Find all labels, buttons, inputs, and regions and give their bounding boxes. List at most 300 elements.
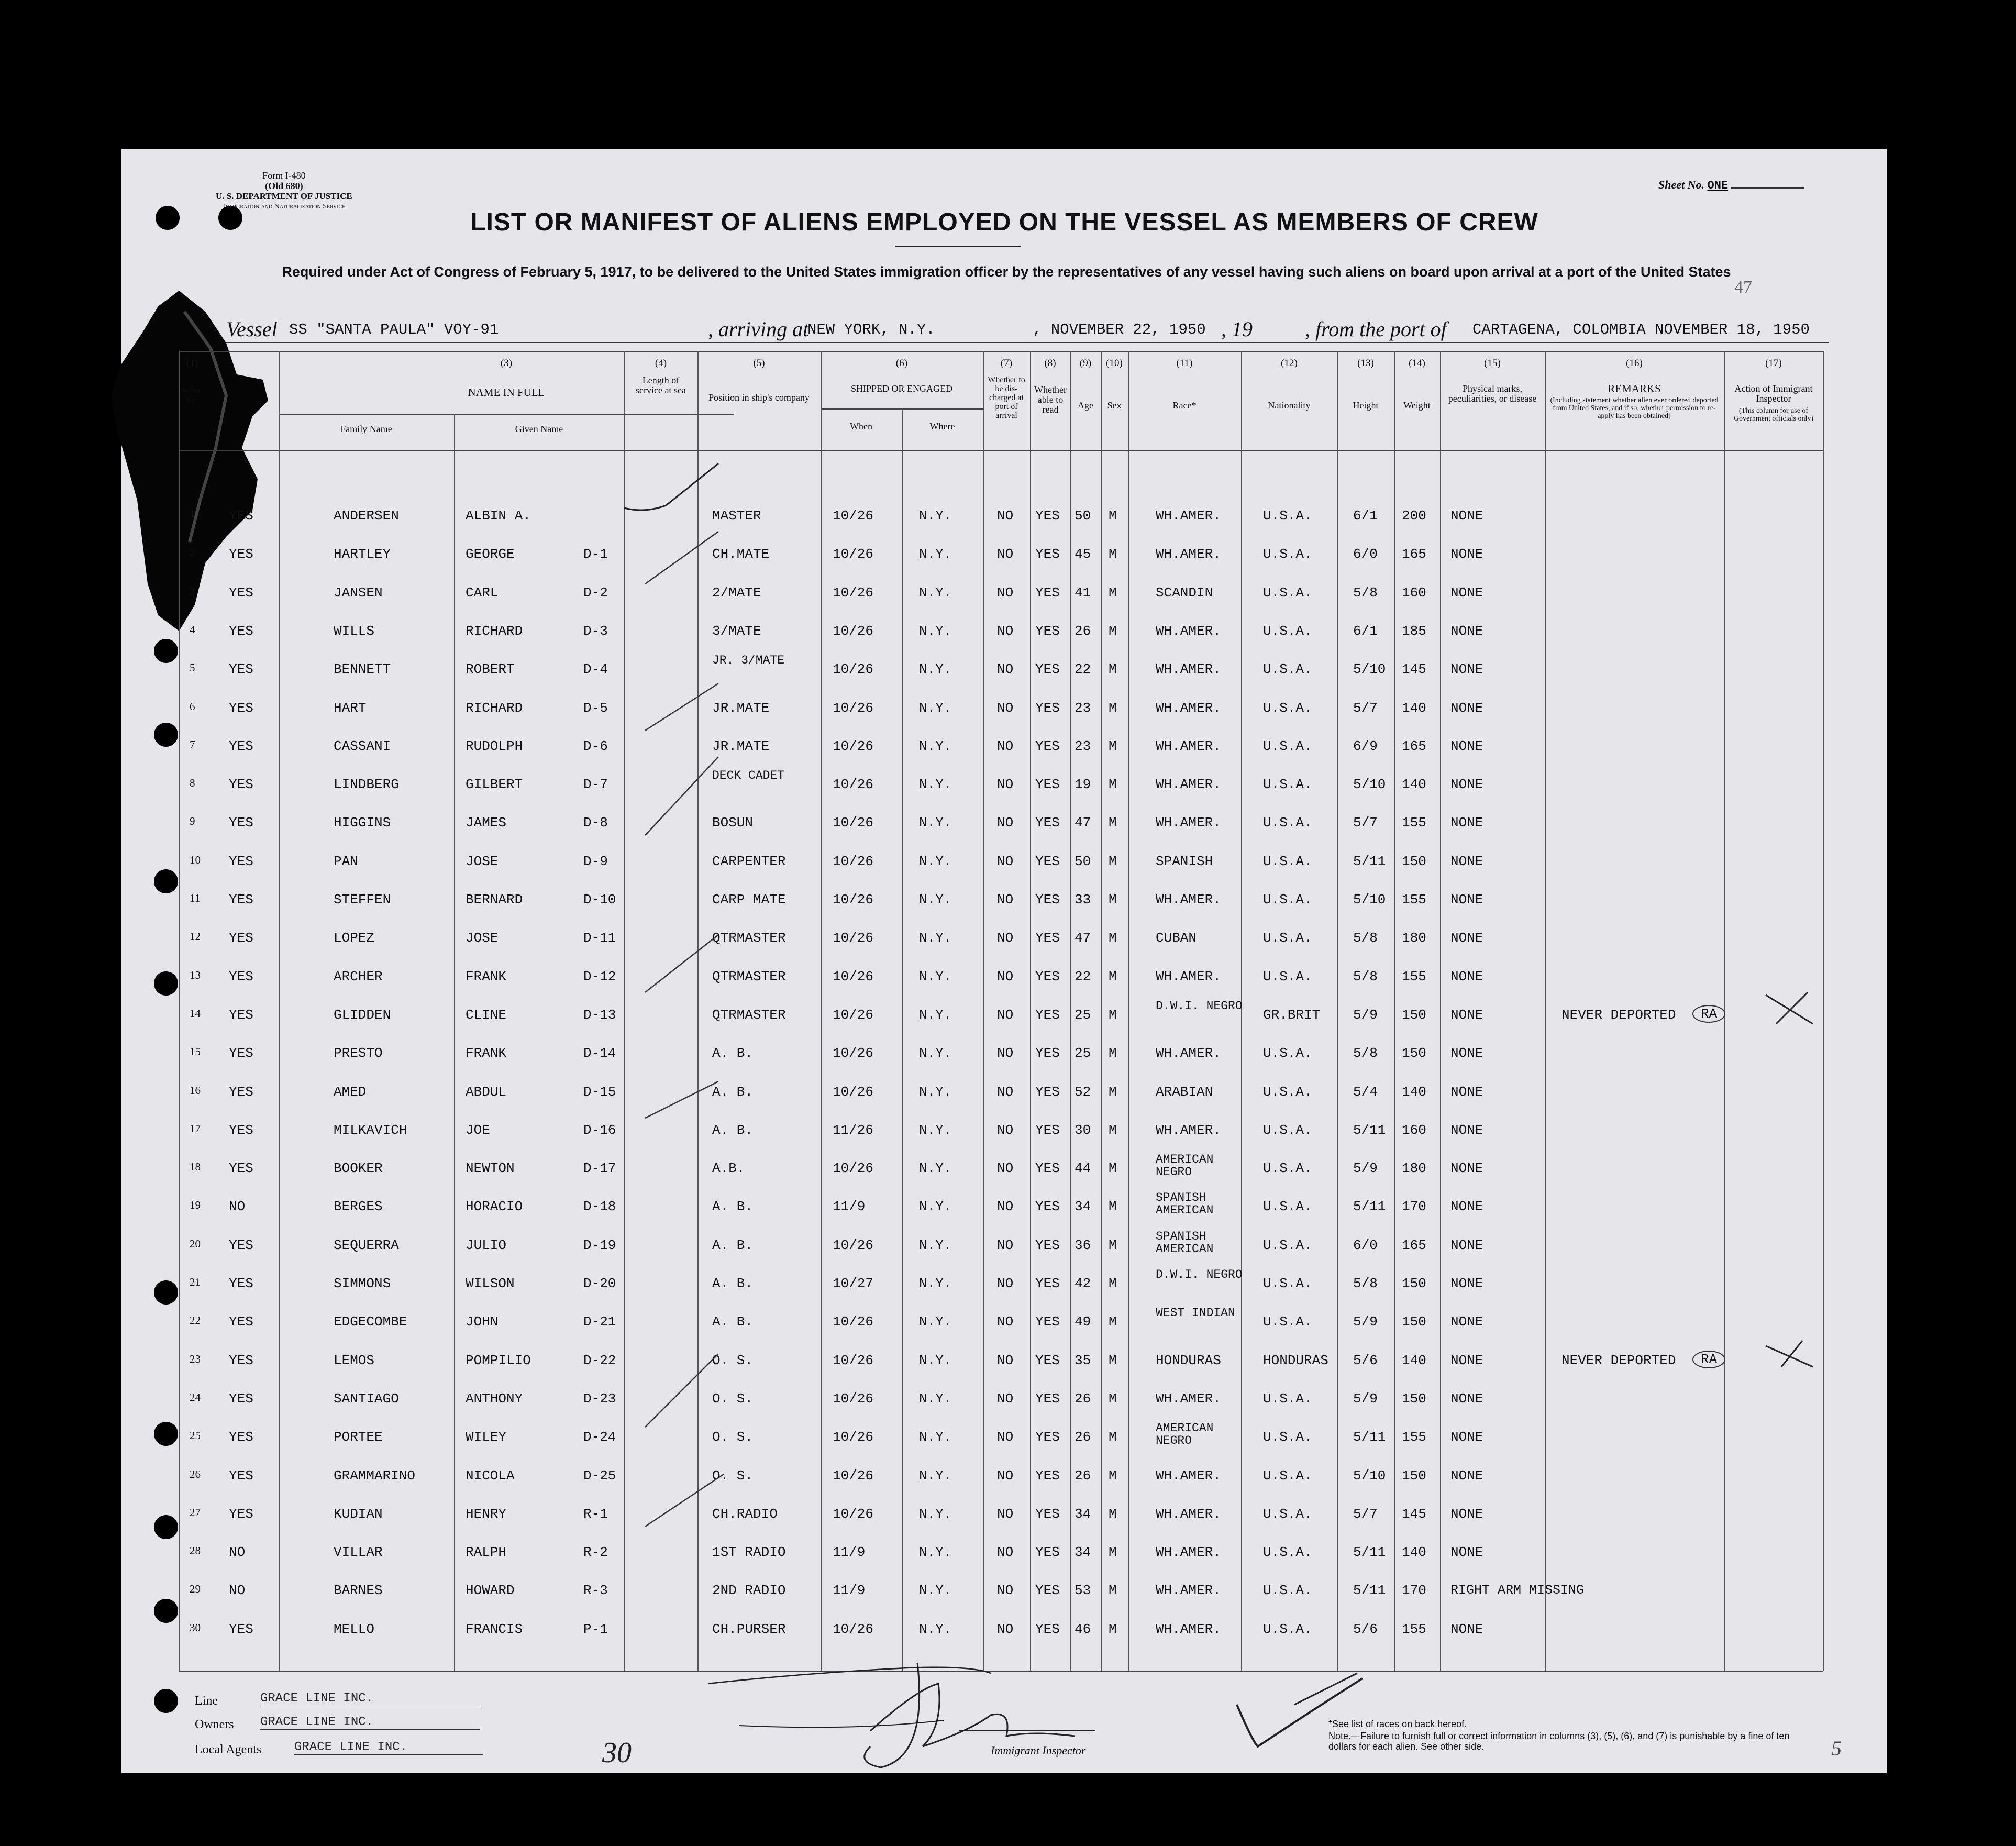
cell-sex: M [1109,1352,1117,1368]
cell-no: 18 [190,1160,201,1174]
cell-position: 2ND RADIO [712,1583,786,1599]
cell-col2: YES [229,853,253,869]
cell-nationality: U.S.A. [1263,1199,1312,1215]
cell-physical: NONE [1450,1045,1483,1062]
cell-discharged: NO [997,1199,1014,1215]
header-nationality: Nationality [1268,400,1311,411]
cell-when: 10/27 [833,1276,874,1291]
cell-no: 23 [190,1352,201,1365]
cell-nationality: U.S.A. [1263,853,1312,869]
cell-no: 10 [190,853,201,866]
cell-physical: NONE [1450,584,1483,601]
from-port-label: , from the port of [1305,317,1447,341]
cell-given: ABDUL [466,1084,507,1100]
cell-position: A. B. [712,1237,754,1253]
cell-family: MILKAVICH [334,1122,407,1138]
cell-where: N.Y. [919,968,952,985]
cell-discharged: NO [997,623,1014,639]
table-row [121,1621,1887,1642]
cell-given: RICHARD [466,623,523,639]
cell-nationality: U.S.A. [1263,1583,1312,1599]
cell-read: YES [1035,623,1060,639]
cell-col2: YES [229,1506,253,1522]
footer-agents-label: Local Agents [195,1743,262,1756]
cell-physical: NONE [1450,1314,1483,1330]
cell-when: 10/26 [833,968,874,985]
col-num-5: (5) [753,358,765,369]
cell-race: ARABIAN [1156,1084,1213,1100]
cell-weight: 150 [1402,1045,1426,1062]
cell-given: GILBERT [466,777,523,793]
cell-weight: 140 [1402,777,1426,793]
cell-when: 10/26 [833,700,874,716]
cell-service: D-6 [583,738,608,754]
cell-no: 25 [190,1429,201,1442]
cell-discharged: NO [997,546,1014,562]
cell-when: 10/26 [833,815,874,831]
cell-weight: 150 [1402,1467,1426,1484]
cell-age: 25 [1075,1045,1091,1062]
cell-position: A. B. [712,1122,754,1138]
cell-weight: 155 [1402,1621,1426,1637]
title-rule [895,246,1021,247]
cell-service: D-12 [583,968,616,985]
cell-age: 26 [1075,1429,1091,1445]
cell-age: 26 [1075,623,1091,639]
cell-family: SEQUERRA [334,1237,399,1253]
cell-position: 3/MATE [712,623,761,639]
footer-owners-label: Owners [195,1718,234,1731]
cell-where: N.Y. [919,1237,952,1253]
cell-when: 10/26 [833,1007,874,1023]
cell-when: 10/26 [833,853,874,869]
cell-no: 28 [190,1544,201,1557]
cell-nationality: U.S.A. [1263,546,1312,562]
cell-discharged: NO [997,661,1014,678]
cell-physical: NONE [1450,815,1483,831]
cell-no: 13 [190,968,201,981]
cell-age: 33 [1075,892,1091,908]
cell-race: D.W.I. NEGRO [1156,1268,1243,1281]
cell-weight: 170 [1402,1583,1426,1599]
cell-age: 34 [1075,1506,1091,1522]
cell-age: 26 [1075,1390,1091,1407]
cell-where: N.Y. [919,584,952,601]
cell-read: YES [1035,1352,1060,1368]
cell-physical: NONE [1450,700,1483,716]
col-num-1: (1) [186,358,198,369]
cell-nationality: U.S.A. [1263,1276,1312,1291]
cell-sex: M [1109,700,1117,716]
cell-race: D.W.I. NEGRO [1156,999,1243,1013]
cell-service: D-2 [583,584,608,601]
cell-age: 44 [1075,1160,1091,1177]
cell-weight: 180 [1402,930,1426,946]
remarks-initials: RA [1692,1351,1725,1368]
cell-family: PRESTO [334,1045,383,1062]
cell-nationality: U.S.A. [1263,1390,1312,1407]
header-bottom-rule [179,450,1823,451]
table-row [121,1268,1887,1297]
cell-nationality: U.S.A. [1263,623,1312,639]
cell-family: SIMMONS [334,1276,391,1291]
cell-discharged: NO [997,968,1014,985]
cell-no: 17 [190,1122,201,1135]
cell-physical: NONE [1450,853,1483,869]
cell-discharged: NO [997,1467,1014,1484]
table-row [121,1045,1887,1066]
cell-given: HOWARD [466,1583,515,1599]
cell-read: YES [1035,930,1060,946]
cell-race: SPANISH AMERICAN [1156,1191,1214,1218]
cell-position: QTRMASTER [712,930,786,946]
cell-service: R-2 [583,1544,608,1561]
cell-family: LINDBERG [334,777,399,793]
cell-where: N.Y. [919,777,952,793]
cell-weight: 170 [1402,1199,1426,1215]
cell-age: 53 [1075,1583,1091,1599]
cell-discharged: NO [997,1544,1014,1561]
cell-weight: 150 [1402,1276,1426,1291]
form-old-number: (Old 680) [265,181,303,191]
cell-physical: NONE [1450,508,1483,524]
col-num-3: (3) [500,358,513,369]
cell-given: JOE [466,1122,490,1138]
cell-given: JULIO [466,1237,507,1253]
cell-age: 34 [1075,1199,1091,1215]
cell-family: WILLS [334,623,375,639]
table-row [121,700,1887,721]
cell-position: A. B. [712,1276,754,1291]
cell-service: D-16 [583,1122,616,1138]
cell-age: 30 [1075,1122,1091,1138]
cell-col2: NO [229,1583,246,1599]
cell-sex: M [1109,1544,1117,1561]
cell-discharged: NO [997,930,1014,946]
cell-read: YES [1035,892,1060,908]
header-action: Action of Immigrant Inspector [1734,383,1813,404]
table-row [121,623,1887,644]
cell-col2: YES [229,661,253,678]
cell-service: D-8 [583,815,608,831]
cell-position: QTRMASTER [712,1007,786,1023]
penalty-note: Note.—Failure to furnish full or correct information in columns (3), (5), (6), and (7) is punishable by a fine of ten dollars for each alien. See other side. [1328,1731,1790,1752]
cell-sex: M [1109,1314,1117,1330]
table-row [121,1583,1887,1604]
cell-physical: NONE [1450,1352,1483,1368]
table-row [121,999,1887,1028]
cell-read: YES [1035,1237,1060,1253]
cell-service: D-10 [583,892,616,908]
cell-sex: M [1109,815,1117,831]
cell-physical: NONE [1450,930,1483,946]
cell-read: YES [1035,777,1060,793]
cell-family: KUDIAN [334,1506,383,1522]
cell-nationality: GR.BRIT [1263,1007,1321,1023]
footer-agents-value: GRACE LINE INC. [294,1740,483,1755]
cell-given: ALBIN A. [466,508,531,524]
cell-sex: M [1109,930,1117,946]
cell-where: N.Y. [919,853,952,869]
cell-col2: YES [229,584,253,601]
table-row [121,815,1887,836]
cell-sex: M [1109,1583,1117,1599]
cell-position: CARP MATE [712,892,786,908]
cell-discharged: NO [997,1007,1014,1023]
cell-discharged: NO [997,1621,1014,1637]
cell-height: 5/4 [1353,1084,1378,1100]
cell-given: FRANCIS [466,1621,523,1637]
cell-sex: M [1109,1390,1117,1407]
cell-position: CH.PURSER [712,1621,786,1637]
cell-position: O. S. [712,1467,754,1484]
cell-when: 10/26 [833,1352,874,1368]
cell-weight: 140 [1402,1084,1426,1100]
cell-sex: M [1109,1084,1117,1100]
cell-given: WILSON [466,1276,515,1291]
cell-given: HENRY [466,1506,507,1522]
cell-service: D-9 [583,853,608,869]
cell-sex: M [1109,1621,1117,1637]
cell-read: YES [1035,1390,1060,1407]
crew-count-handwritten: 30 [602,1737,632,1769]
cell-when: 10/26 [833,1237,874,1253]
cell-height: 5/9 [1353,1390,1378,1407]
cell-where: N.Y. [919,508,952,524]
cell-position: JR.MATE [712,700,770,716]
cell-age: 22 [1075,661,1091,678]
cell-weight: 200 [1402,508,1426,524]
cell-where: N.Y. [919,1084,952,1100]
cell-col2: YES [229,968,253,985]
col-num-17: (17) [1765,358,1782,369]
cell-read: YES [1035,815,1060,831]
header-length-service: Length of service at sea [636,375,686,395]
header-able-read: Whether able to read [1034,384,1067,415]
cell-discharged: NO [997,892,1014,908]
cell-family: GLIDDEN [334,1007,391,1023]
cell-where: N.Y. [919,930,952,946]
cell-read: YES [1035,968,1060,985]
manifest-title: LIST OR MANIFEST OF ALIENS EMPLOYED ON THE VESSEL AS MEMBERS OF CREW [470,208,1538,236]
cell-service: D-15 [583,1084,616,1100]
sheet-number [1658,178,1804,192]
header-action-note: (This column for use of Government officials only) [1733,407,1814,423]
cell-height: 5/11 [1353,1199,1386,1215]
cell-physical: NONE [1450,1506,1483,1522]
cell-nationality: U.S.A. [1263,1084,1312,1100]
cell-no: 19 [190,1199,201,1212]
cell-given: RALPH [466,1544,507,1561]
cell-family: BARNES [334,1583,383,1599]
cell-col2: YES [229,738,253,754]
cell-where: N.Y. [919,1583,952,1599]
cell-family: PAN [334,853,358,869]
cell-race: WH.AMER. [1156,1506,1221,1522]
cell-read: YES [1035,1276,1060,1291]
cell-race: WH.AMER. [1156,1122,1221,1138]
cell-race: AMERICAN NEGRO [1156,1153,1214,1179]
service-name: Immigration and Naturalization Service [223,203,346,211]
cell-given: HORACIO [466,1199,523,1215]
cell-read: YES [1035,1314,1060,1330]
cell-where: N.Y. [919,1621,952,1637]
cell-race: WH.AMER. [1156,968,1221,985]
header-race: Race* [1172,400,1197,411]
header-name-in-full: NAME IN FULL [468,386,545,399]
cell-weight: 150 [1402,853,1426,869]
cell-nationality: U.S.A. [1263,1429,1312,1445]
cell-given: POMPILIO [466,1352,531,1368]
cell-height: 5/11 [1353,1583,1386,1599]
cell-given: GEORGE [466,546,515,562]
cell-weight: 155 [1402,1429,1426,1445]
cell-height: 5/10 [1353,892,1386,908]
table-row [121,769,1887,798]
table-row [121,654,1887,682]
cell-no: 27 [190,1506,201,1519]
cell-no: 14 [190,1007,201,1020]
cell-age: 49 [1075,1314,1091,1330]
cell-weight: 180 [1402,1160,1426,1177]
cell-age: 47 [1075,930,1091,946]
cell-remarks: NEVER DEPORTED [1561,1007,1676,1023]
cell-when: 10/26 [833,546,874,562]
cell-age: 19 [1075,777,1091,793]
cell-family: PORTEE [334,1429,383,1445]
cell-family: LOPEZ [334,930,375,946]
header-shipped: SHIPPED OR ENGAGED [850,383,952,394]
cell-age: 42 [1075,1276,1091,1291]
header-where: Where [929,421,955,432]
arrival-date: , NOVEMBER 22, 1950 [1033,321,1206,338]
cell-col2: YES [229,508,253,524]
cell-col2: YES [229,777,253,793]
cell-read: YES [1035,700,1060,716]
cell-col2: YES [229,1160,253,1177]
cell-family: BOOKER [334,1160,383,1177]
name-sub-rule [279,414,734,415]
cell-where: N.Y. [919,1506,952,1522]
cell-given: WILEY [466,1429,507,1445]
cell-age: 50 [1075,508,1091,524]
cell-discharged: NO [997,1084,1014,1100]
cell-service: D-18 [583,1199,616,1215]
cell-where: N.Y. [919,815,952,831]
header-remarks-note: (Including statement whether alien ever ordered deported from United States, and if so, whether permission to re-apply has been obtained) [1550,396,1719,420]
vessel-line-rule [226,342,1829,343]
footer-line-label: Line [195,1694,218,1708]
cell-height: 5/6 [1353,1352,1378,1368]
cell-no: 16 [190,1084,201,1097]
cell-when: 10/26 [833,623,874,639]
cell-no: 20 [190,1237,201,1250]
cell-height: 5/7 [1353,815,1378,831]
vessel-label: Vessel [226,317,278,341]
cell-height: 5/9 [1353,1314,1378,1330]
cell-discharged: NO [997,1506,1014,1522]
cell-race: WH.AMER. [1156,1621,1221,1637]
cell-sex: M [1109,546,1117,562]
cell-discharged: NO [997,508,1014,524]
manifest-sheet [121,149,1887,1773]
cell-position: 1ST RADIO [712,1544,786,1561]
sheet-number-value: ONE [1707,179,1729,192]
cell-race: WH.AMER. [1156,1544,1221,1561]
cell-family: SANTIAGO [334,1390,399,1407]
cell-no: 12 [190,930,201,943]
cell-sex: M [1109,777,1117,793]
cell-height: 5/6 [1353,1621,1378,1637]
col-num-4: (4) [655,358,667,369]
cell-physical: NONE [1450,1467,1483,1484]
cell-height: 5/9 [1353,1160,1378,1177]
cell-col2: NO [229,1544,246,1561]
departure-port: CARTAGENA, COLOMBIA NOVEMBER 18, 1950 [1472,321,1810,338]
cell-position: JR. 3/MATE [712,654,785,668]
cell-col2: YES [229,1352,253,1368]
header-family-name: Family Name [340,424,392,434]
cell-col2: YES [229,892,253,908]
cell-nationality: U.S.A. [1263,1122,1312,1138]
header-age: Age [1078,400,1093,411]
cell-given: ROBERT [466,661,515,678]
vessel-line [226,317,1829,343]
cell-position: MASTER [712,508,761,524]
cell-weight: 155 [1402,892,1426,908]
cell-physical: NONE [1450,738,1483,754]
cell-discharged: NO [997,1276,1014,1291]
cell-discharged: NO [997,1390,1014,1407]
cell-family: LEMOS [334,1352,375,1368]
cell-no: 1 [190,508,195,521]
cell-race: WH.AMER. [1156,892,1221,908]
cell-height: 5/10 [1353,1467,1386,1484]
cell-given: JAMES [466,815,507,831]
inspector-x-mark [1760,987,1818,1029]
cell-family: VILLAR [334,1544,383,1561]
cell-weight: 140 [1402,1544,1426,1561]
cell-height: 5/9 [1353,1007,1378,1023]
cell-family: ARCHER [334,968,383,985]
cell-sex: M [1109,1122,1117,1138]
cell-race: WH.AMER. [1156,777,1221,793]
cell-height: 5/7 [1353,700,1378,716]
cell-sex: M [1109,623,1117,639]
cell-nationality: U.S.A. [1263,738,1312,754]
cell-nationality: U.S.A. [1263,1237,1312,1253]
cell-col2: YES [229,1122,253,1138]
cell-where: N.Y. [919,1160,952,1177]
cell-service: D-7 [583,777,608,793]
cell-service: D-14 [583,1045,616,1062]
cell-weight: 165 [1402,1237,1426,1253]
cell-service: R-3 [583,1583,608,1599]
cell-age: 52 [1075,1084,1091,1100]
cell-height: 6/0 [1353,1237,1378,1253]
cell-race: WH.AMER. [1156,623,1221,639]
cell-height: 6/0 [1353,546,1378,562]
corner-mark: 47 [1734,278,1752,297]
table-row [121,1084,1887,1105]
cell-race: HONDURAS [1156,1352,1221,1368]
cell-service: D-5 [583,700,608,716]
cell-family: EDGECOMBE [334,1314,407,1330]
cell-no: 2 [190,546,195,559]
cell-when: 10/26 [833,584,874,601]
cell-col2: YES [229,815,253,831]
cell-race: SPANISH [1156,853,1213,869]
